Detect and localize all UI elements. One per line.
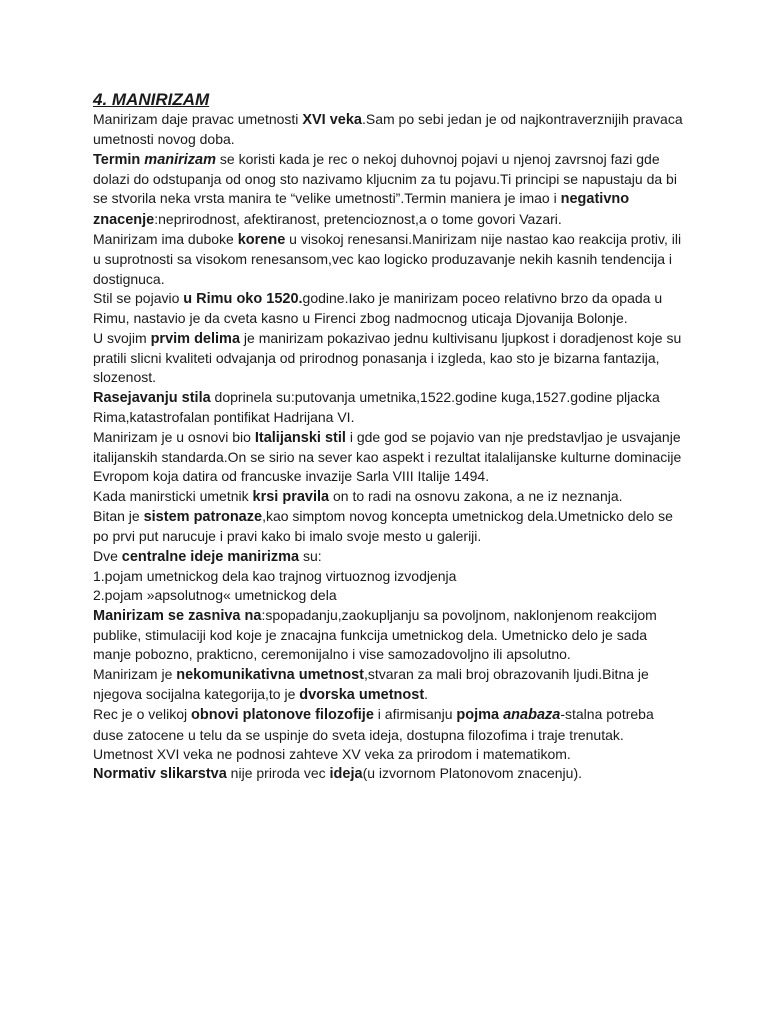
document-body [93,90,683,785]
bold-run: krsi pravila [252,488,330,505]
paragraph [93,745,683,764]
paragraph [93,507,683,547]
text-run: je manirizam pokazivao jednu kultivisanu ljupkost i doradjenost koje su pratili slicni kvaliteti odvajanja od prirodnog ponasanja i izgleda, kao sto je bizarna fantazija, slozenost. [93,329,682,386]
text-run: Manirizam je u osnovi bio [93,428,255,445]
text-run: :spopadanju,zaokupljanju sa povoljnom, naklonjenom reakcijom publike, stimulaciji kod koje je znacajna funkcija umetnickog dela. Umetnicko delo je sada manje pobozno, prakticno, ceremonijalno i vise samozadovoljno ili apsolutno. [93,606,657,663]
paragraph [93,547,683,567]
bold-run: Rasejavanju stila [93,389,211,406]
text-run: doprinela su:putovanja umetnika,1522.godine kuga,1527.godine pljacka Rima,katastrofalan pontifikat Hadrijana VI. [93,388,660,426]
text-run: 2.pojam »apsolutnog« umetnickog dela [93,587,337,604]
text-run: Manirizam daje pravac umetnosti [93,111,303,127]
paragraph [93,665,683,706]
paragraph [93,428,683,487]
paragraph [93,110,683,150]
text-run: se koristi kada je rec o nekoj duhovnoj pojavi u njenoj zavrsnoj fazi gde dolazi do odstupanja od onog sto nazivamo kljucnim za tu pojavu.Ti principi se napustaju da bi se stvorila neka vrsta manira te “velike umetnosti”.Termin maniera je imao i [93,150,677,207]
paragraph [93,567,683,586]
text-run: -stalna potreba duse zatocene u telu da se uspinje do sveta ideja, dostupna filozofima i traje trenutak. [93,706,654,743]
bold-run: obnovi platonove filozofije [191,707,374,724]
paragraph [93,764,683,784]
text-run: Stil se pojavio [93,290,184,307]
text-run: u visokoj renesansi.Manirizam nije nastao kao reakcija protiv, ili u suprotnosti sa visokom renesansom,vec kao logicko produzavanje nekih kasnih tendencija i dostignuca. [93,231,682,287]
document-title: 4. MANIRIZAM [93,90,210,109]
paragraph [93,289,683,329]
bold-run: Termin [93,151,145,168]
emphasis-text: anabaza [503,707,561,724]
paragraph [93,150,683,230]
bold-run: pojma [456,707,504,724]
text-run: .Sam po sebi jedan je od najkontraverznijih pravaca umetnosti novog doba. [93,111,683,148]
bold-run: Italijanski stil [254,429,346,446]
paragraph [93,705,683,745]
text-run: :neprirodnost, afektiranost, pretencioznost,a o tome govori Vazari. [154,210,562,227]
text-run: Dve [93,547,122,564]
bold-run: sistem patronaze [143,508,263,525]
bold-italic-run [503,707,560,723]
text-run: on to radi na osnovu zakona, a ne iz neznanja. [329,487,623,504]
paragraph [93,586,683,605]
text-run: su: [299,547,322,564]
text-run: Manirizam je [93,665,177,682]
paragraph [93,606,683,665]
text-run: i gde god se pojavio van nje predstavljao je usvajanje italijanskih standarda.On se sirio na sever kao aspekt i rezultat italalijanske kulturne dominacije Evropom koja datira od francuske invazije Sarla VIII Italije 1494. [93,428,682,485]
text-run: 1.pojam umetnickog dela kao trajnog virtuoznog izvodjenja [93,567,457,584]
text-run: Bitan je [93,507,144,524]
bold-run: Manirizam se zasniva na [93,607,262,624]
text-run: Umetnost XVI veka ne podnosi zahteve XV veka za prirodom i matematikom. [93,746,571,762]
text-run: U svojim [93,329,151,346]
bold-run: dvorska umetnost [299,686,425,703]
bold-run: centralne ideje manirizma [121,548,300,565]
bold-run: nekomunikativna umetnost [176,666,364,683]
text-run: nije priroda vec [226,765,330,782]
bold-run: XVI veka [302,112,362,128]
bold-run: Normativ slikarstva [93,766,227,783]
text-run: ,kao simptom novog koncepta umetnickog dela.Umetnicko delo se po prvi put narucuje i pravi kako bi imalo svoje mesto u galeriji. [93,507,673,545]
text-run: Rec je o velikoj [93,706,192,723]
bold-run: negativno znacenje [93,191,630,228]
paragraph [93,388,683,428]
text-run: . [424,685,429,702]
paragraph [93,230,683,289]
text-run: Manirizam ima duboke [93,231,238,248]
bold-run: prvim delima [150,330,241,347]
text-run: i afirmisanju [373,706,457,723]
text-run: godine.Iako je manirizam poceo relativno brzo da opada u Rimu, nastavio je da cveta kasno u Firenci zbog nadmocnog uticaja Djovanija Bolonje. [93,290,663,327]
text-run: Kada manirsticki umetnik [93,487,253,504]
paragraph [93,329,683,388]
emphasis-text: manirizam [144,151,217,168]
text-run: ,stvaran za mali broj obrazovanih ljudi.Bitna je njegova socijalna kategorija,to je [93,665,649,702]
bold-run: korene [237,232,286,249]
bold-italic-run [144,152,216,168]
text-run: (u izvornom Platonovom znacenju). [362,765,582,782]
bold-run: u Rimu oko 1520. [183,291,303,308]
bold-run: ideja [329,766,363,783]
paragraph [93,487,683,507]
